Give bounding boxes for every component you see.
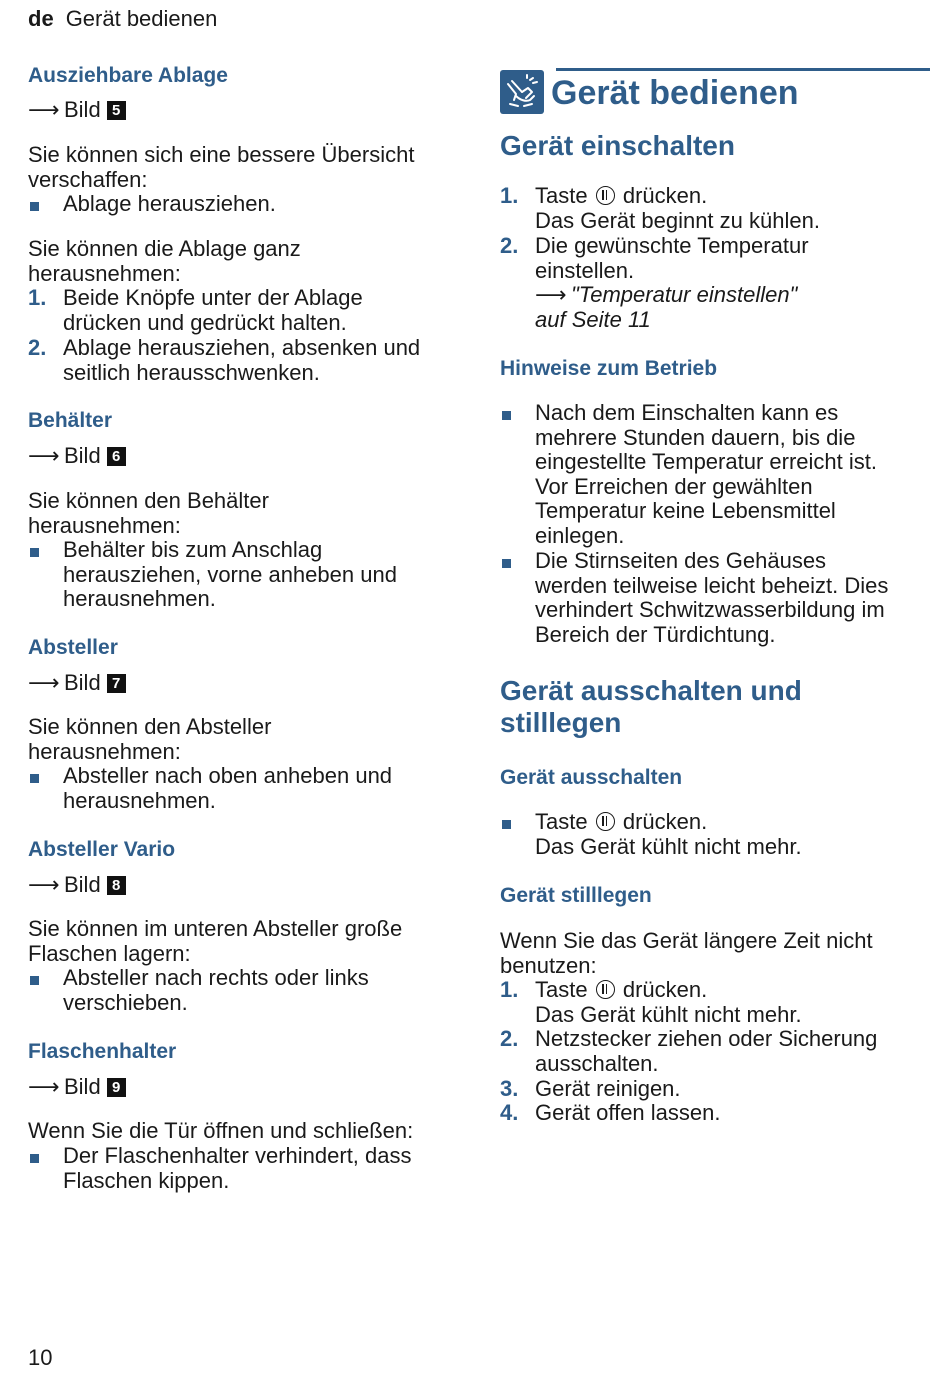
bullet-line: einlegen. — [535, 522, 625, 548]
bullet-line: verhindert Schwitzwasserbildung im — [535, 597, 885, 623]
paragraph-line: Flaschen lagern: — [28, 940, 191, 966]
subsection-heading: Gerät einschalten — [500, 130, 735, 161]
bullet-item — [28, 1144, 458, 1194]
step-line — [535, 184, 820, 209]
figure-reference-label: Bild — [64, 872, 101, 897]
paragraph — [28, 489, 269, 538]
paragraph-line: herausnehmen: — [28, 260, 181, 286]
figure-reference-label: Bild — [64, 1074, 101, 1099]
numbered-step — [28, 286, 458, 336]
step-number: 1. — [500, 183, 519, 208]
step-number: 2. — [500, 233, 519, 258]
bullet-text: Ablage herausziehen. — [63, 191, 276, 216]
step-number: 3. — [500, 1076, 519, 1101]
heading-line: stilllegen — [500, 707, 622, 738]
section-heading: Ausziehbare Ablage — [28, 64, 228, 87]
step-word: drücken. — [622, 977, 708, 1002]
step-text: Gerät offen lassen. — [535, 1100, 721, 1125]
bullet-square-icon — [502, 411, 511, 420]
numbered-step — [500, 1101, 932, 1126]
step-text — [535, 978, 802, 1027]
numbered-step — [500, 184, 932, 234]
heading-line: Gerät ausschalten und — [500, 675, 802, 706]
step-line: Beide Knöpfe unter der Ablage — [63, 285, 363, 310]
figure-reference-label: Bild — [64, 670, 101, 695]
step-line: Ablage herausziehen, absenken und — [63, 335, 421, 360]
step-word: drücken. — [622, 183, 708, 208]
paragraph-line: verschaffen: — [28, 166, 148, 192]
power-button-icon — [596, 812, 615, 831]
bullet-line: Die Stirnseiten des Gehäuses — [535, 548, 827, 573]
bullet-line: herausnehmen. — [63, 586, 216, 612]
step-line: Netzstecker ziehen oder Sicherung — [535, 1026, 878, 1051]
step-number: 4. — [500, 1100, 519, 1125]
bullet-item — [500, 549, 932, 649]
figure-reference — [28, 1075, 126, 1100]
bullet-line: Der Flaschenhalter verhindert, dass — [63, 1143, 412, 1168]
step-number: 1. — [28, 285, 47, 310]
step-text — [63, 336, 420, 385]
step-line — [535, 978, 802, 1003]
bullet-square-icon — [502, 820, 511, 829]
bullet-text — [535, 810, 802, 859]
figure-number-badge: 5 — [107, 101, 126, 120]
bullet-line: herausziehen, vorne anheben und — [63, 561, 397, 587]
bullet-item — [28, 764, 458, 814]
step-word: Taste — [535, 977, 588, 1002]
paragraph-line: Sie können die Ablage ganz — [28, 236, 301, 261]
bullet-square-icon — [30, 1154, 39, 1163]
page-number: 10 — [28, 1345, 53, 1370]
section-heading: Flaschenhalter — [28, 1040, 177, 1063]
paragraph-line: benutzen: — [500, 952, 597, 978]
step-text — [535, 1027, 877, 1076]
bullet-line: Temperatur keine Lebensmittel — [535, 498, 836, 524]
step-text — [63, 286, 363, 335]
numbered-step — [500, 978, 932, 1028]
figure-reference — [28, 671, 126, 696]
bullet-square-icon — [30, 202, 39, 211]
bullet-line: Behälter bis zum Anschlag — [63, 537, 323, 562]
bullet-line: herausnehmen. — [63, 787, 216, 813]
step-word: Taste — [535, 809, 588, 834]
paragraph-line: Sie können im unteren Absteller große — [28, 916, 403, 941]
power-button-icon — [596, 186, 615, 205]
step-result: Das Gerät kühlt nicht mehr. — [535, 1001, 802, 1027]
step-number: 2. — [500, 1026, 519, 1051]
bullet-text — [63, 1144, 412, 1193]
bullet-text — [535, 401, 877, 549]
running-header — [28, 6, 217, 32]
section-heading: Gerät ausschalten — [500, 766, 683, 789]
numbered-step — [500, 234, 932, 334]
paragraph-line: Sie können sich eine bessere Übersicht — [28, 142, 415, 167]
step-word: Taste — [535, 183, 588, 208]
bullet-item — [500, 810, 932, 860]
bullet-line: verschieben. — [63, 989, 188, 1015]
bullet-square-icon — [30, 774, 39, 783]
paragraph-line: herausnehmen: — [28, 512, 181, 538]
numbered-step — [500, 1077, 932, 1102]
figure-number-badge: 7 — [107, 674, 126, 693]
bullet-text — [63, 764, 392, 813]
step-line: Die gewünschte Temperatur — [535, 233, 809, 258]
subsection-heading — [500, 675, 802, 739]
bullet-item — [28, 966, 458, 1016]
paragraph — [28, 237, 301, 286]
paragraph-line: Sie können den Absteller — [28, 714, 272, 739]
paragraph-line: Wenn Sie das Gerät längere Zeit nicht — [500, 928, 873, 953]
step-result: Das Gerät beginnt zu kühlen. — [535, 207, 820, 233]
paragraph — [28, 143, 414, 192]
figure-number-badge: 9 — [107, 1078, 126, 1097]
step-word: drücken. — [622, 809, 708, 834]
figure-reference — [28, 873, 126, 898]
step-number: 1. — [500, 977, 519, 1002]
step-text — [535, 234, 809, 332]
step-line: ausschalten. — [535, 1050, 659, 1076]
figure-number-badge: 6 — [107, 447, 126, 466]
bullet-line: Bereich der Türdichtung. — [535, 621, 776, 647]
section-heading: Hinweise zum Betrieb — [500, 357, 718, 380]
bullet-line: Absteller nach rechts oder links — [63, 965, 369, 990]
figure-number-badge: 8 — [107, 876, 126, 895]
bullet-line: Vor Erreichen der gewählten — [535, 473, 813, 499]
title-rule — [556, 68, 930, 71]
step-number: 2. — [28, 335, 47, 360]
figure-reference-label: Bild — [64, 443, 101, 468]
figure-reference — [28, 444, 126, 469]
bullet-text — [535, 549, 888, 647]
bullet-line: Flaschen kippen. — [63, 1167, 230, 1193]
step-line: einstellen. — [535, 257, 635, 283]
paragraph — [28, 917, 402, 966]
reference-arrow-icon: ⟶ — [28, 1074, 60, 1099]
bullet-square-icon — [30, 976, 39, 985]
reference-arrow-icon: ⟶ — [28, 443, 60, 468]
bullet-line: eingestellte Temperatur erreicht ist. — [535, 449, 877, 475]
paragraph-line: Wenn Sie die Tür öffnen und schließen: — [28, 1118, 414, 1143]
section-heading: Absteller — [28, 636, 118, 659]
running-header-title: Gerät bedienen — [65, 6, 218, 31]
bullet-square-icon — [30, 548, 39, 557]
paragraph — [28, 1119, 413, 1144]
paragraph-line: herausnehmen: — [28, 738, 181, 764]
reference-arrow-icon: ⟶ — [28, 670, 60, 695]
bullet-line — [535, 810, 802, 835]
bullet-item — [28, 538, 458, 613]
reference-arrow-icon: ⟶ — [28, 872, 60, 897]
page-reference-link[interactable] — [535, 283, 809, 308]
bullet-text — [63, 538, 397, 612]
paragraph-line: Sie können den Behälter — [28, 488, 269, 513]
numbered-step — [500, 1027, 932, 1077]
figure-reference-label: Bild — [64, 97, 101, 122]
step-line: seitlich herausschwenken. — [63, 359, 320, 385]
section-heading: Gerät stilllegen — [500, 884, 652, 907]
language-code: de — [28, 6, 54, 31]
bullet-text — [63, 966, 369, 1015]
page-reference-text: "Temperatur einstellen" — [571, 282, 798, 308]
figure-reference — [28, 98, 126, 123]
step-text: Gerät reinigen. — [535, 1076, 681, 1101]
page-reference-text: auf Seite 11 — [535, 306, 651, 332]
page-title: Gerät bedienen — [551, 74, 799, 112]
step-result: Das Gerät kühlt nicht mehr. — [535, 833, 802, 859]
paragraph — [28, 715, 271, 764]
step-text — [535, 184, 820, 233]
bullet-line: werden teilweise leicht beheizt. Dies — [535, 572, 889, 598]
reference-arrow-icon: ⟶ — [535, 282, 567, 308]
bullet-line: Absteller nach oben anheben und — [63, 763, 393, 788]
reference-arrow-icon: ⟶ — [28, 97, 60, 122]
power-button-icon — [596, 980, 615, 999]
bullet-line: Nach dem Einschalten kann es — [535, 400, 839, 425]
operate-appliance-icon — [500, 70, 544, 114]
step-line: drücken und gedrückt halten. — [63, 309, 347, 335]
section-heading: Absteller Vario — [28, 838, 176, 861]
bullet-square-icon — [502, 559, 511, 568]
paragraph — [500, 929, 873, 978]
numbered-step — [28, 336, 458, 386]
bullet-line: mehrere Stunden dauern, bis die — [535, 424, 856, 450]
bullet-item — [500, 401, 932, 551]
section-heading: Behälter — [28, 409, 113, 432]
